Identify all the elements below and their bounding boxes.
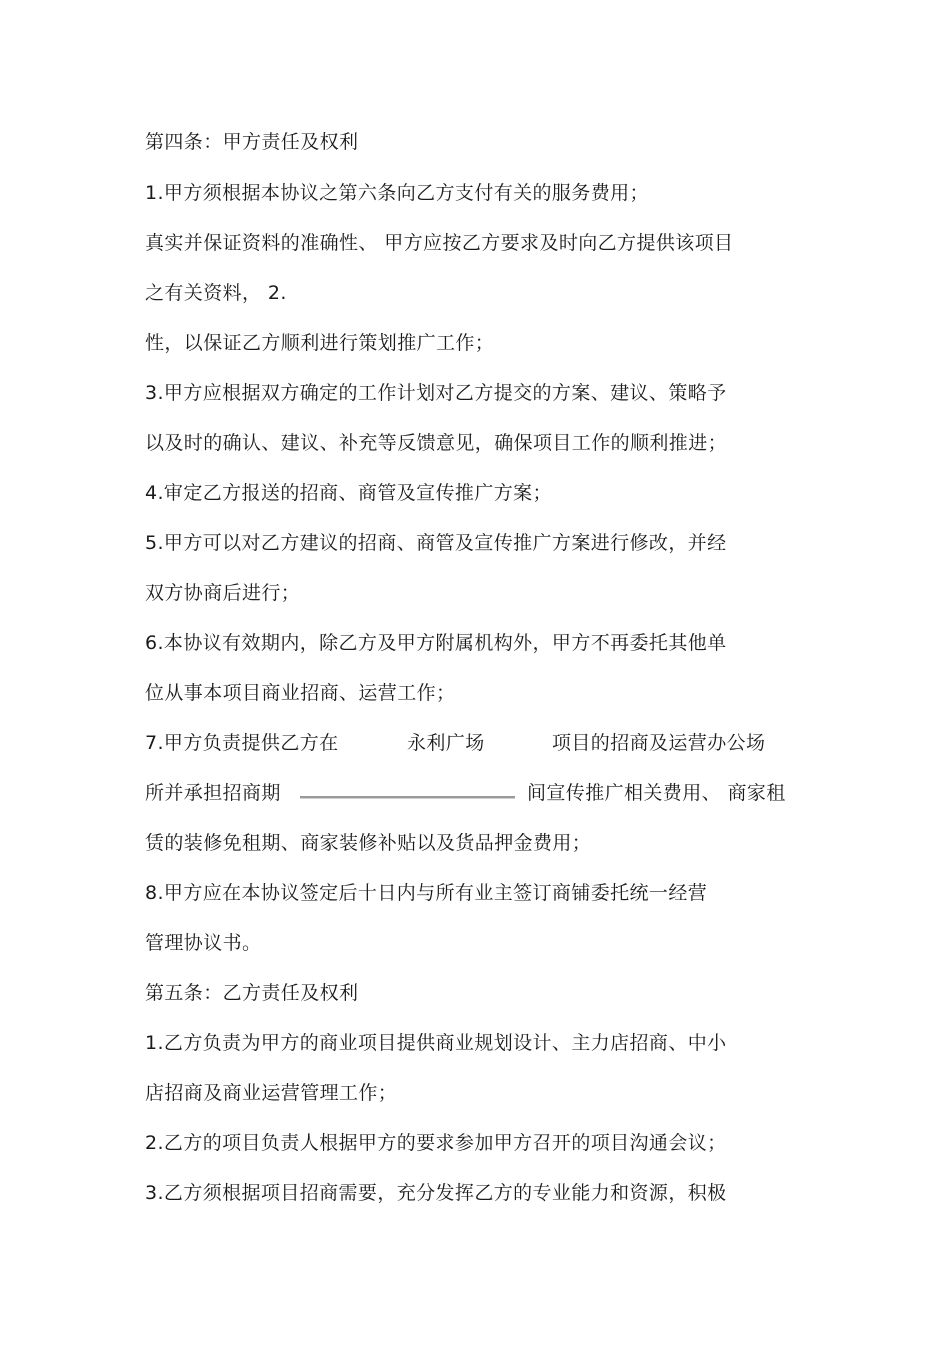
section-heading-party-a: 第四条：甲方责任及权利 [145, 131, 359, 153]
clause-a6-line2: 位从事本项目商业招商、运营工作； [145, 682, 456, 704]
clause-a2-line1: 真实并保证资料的准确性、 甲方应按乙方要求及时向乙方提供该项目 [145, 232, 734, 254]
project-name: 永利广场 [407, 732, 485, 754]
clause-b1-line2: 店招商及商业运营管理工作； [145, 1082, 398, 1104]
clause-a7-text-start: 7.甲方负责提供乙方在 [145, 732, 339, 754]
clause-a7-before-blank: 所并承担招商期 [145, 782, 281, 804]
clause-a7-line2 [145, 781, 815, 805]
clause-a5-line2: 双方协商后进行； [145, 582, 301, 604]
clause-a3-line1: 3.甲方应根据双方确定的工作计划对乙方提交的方案、建议、策略予 [145, 382, 727, 404]
section-heading-party-b: 第五条：乙方责任及权利 [145, 982, 359, 1004]
fill-in-blank-line [300, 796, 515, 798]
clause-a7-line3: 赁的装修免租期、商家装修补贴以及货品押金费用； [145, 832, 592, 854]
clause-a7-text-end: 项目的招商及运营办公场 [552, 732, 766, 754]
clause-a6-line1: 6.本协议有效期内，除乙方及甲方附属机构外，甲方不再委托其他单 [145, 632, 727, 654]
clause-b3-line1: 3.乙方须根据项目招商需要，充分发挥乙方的专业能力和资源，积极 [145, 1182, 727, 1204]
clause-a2-line3: 性，以保证乙方顺利进行策划推广工作； [145, 332, 495, 354]
clause-b2: 2.乙方的项目负责人根据甲方的要求参加甲方召开的项目沟通会议； [145, 1132, 727, 1154]
clause-a5-line1: 5.甲方可以对乙方建议的招商、商管及宣传推广方案进行修改，并经 [145, 532, 727, 554]
clause-a4: 4.审定乙方报送的招商、商管及宣传推广方案； [145, 482, 552, 504]
clause-a8-line2: 管理协议书。 [145, 932, 262, 954]
clause-a7-line1 [145, 731, 795, 755]
clause-a1: 1.甲方须根据本协议之第六条向乙方支付有关的服务费用； [145, 182, 649, 204]
clause-a3-line2: 以及时的确认、建议、补充等反馈意见，确保项目工作的顺利推进； [145, 432, 728, 454]
clause-a2-line2: 之有关资料， 2. [145, 282, 287, 304]
clause-a8-line1: 8.甲方应在本协议签定后十日内与所有业主签订商铺委托统一经营 [145, 882, 708, 904]
clause-a7-after-blank: 间宣传推广相关费用、 商家租 [527, 782, 786, 804]
clause-b1-line1: 1.乙方负责为甲方的商业项目提供商业规划设计、主力店招商、中小 [145, 1032, 727, 1054]
